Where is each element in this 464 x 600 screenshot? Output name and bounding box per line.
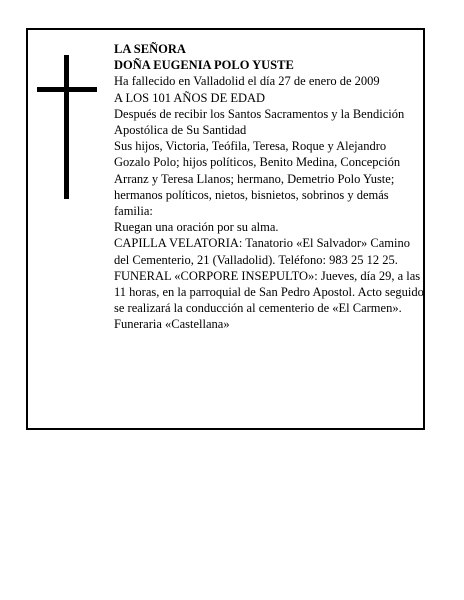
- funeral-home-line: Funeraria «Castellana»: [114, 317, 230, 332]
- family-paragraph: Sus hijos, Victoria, Teófila, Teresa, Roque y Alejandro Gozalo Polo; hijos políticos, Benito Medina, Concepción Arranz y Teresa Llanos; hermano, Demetrio Polo Yuste; hermanos políticos, nietos, bisnietos, sobrinos y demás familia:: [114, 139, 401, 219]
- title-line: LA SEÑORA: [114, 42, 186, 56]
- cross-horizontal-bar: [37, 87, 97, 92]
- deceased-name: DOÑA EUGENIA POLO YUSTE: [114, 58, 294, 73]
- cross-vertical-bar: [64, 55, 69, 199]
- latin-cross-icon: [37, 55, 97, 199]
- chapel-paragraph: CAPILLA VELATORIA: Tanatorio «El Salvador» Camino del Cementerio, 21 (Valladolid). Teléfono: 983 25 12 25.: [114, 236, 410, 267]
- funeral-paragraph: FUNERAL «CORPORE INSEPULTO»: Jueves, día 29, a las 11 horas, en la parroquial de San Pedro Apostol. Acto seguido se realizará la conducción al cementerio de «El Carmen».: [114, 268, 424, 316]
- death-line: Ha fallecido en Valladolid el día 27 de enero de 2009: [114, 74, 380, 89]
- prayer-line: Ruegan una oración por su alma.: [114, 220, 279, 235]
- age-line: A LOS 101 AÑOS DE EDAD: [114, 90, 266, 105]
- obituary-text: [114, 41, 424, 333]
- sacraments-paragraph: Después de recibir los Santos Sacramentos y la Bendición Apostólica de Su Santidad: [114, 106, 405, 138]
- obituary-card: [26, 28, 425, 430]
